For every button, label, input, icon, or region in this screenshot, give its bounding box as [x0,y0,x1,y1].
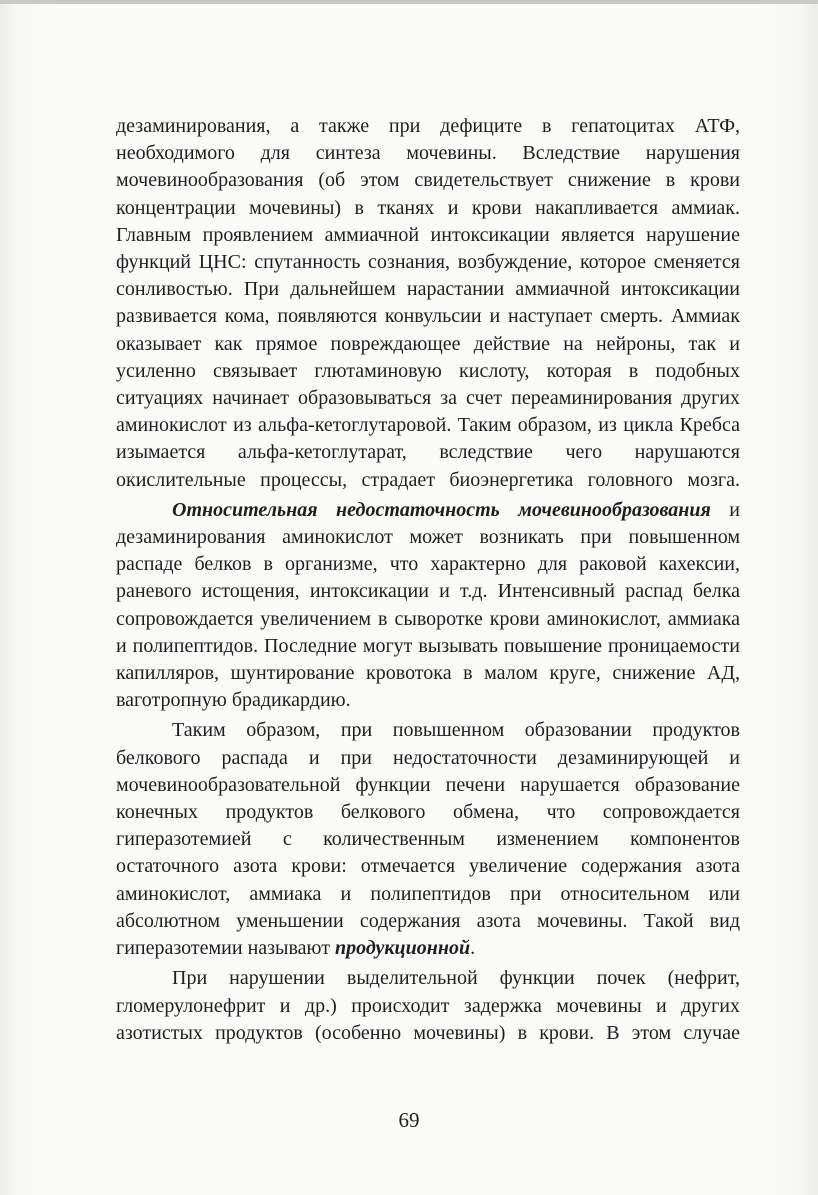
paragraph-1-text: дезаминирования, а также при дефиците в гепатоцитах АТФ, необходимого для синтеза мочевины. Вследствие нарушения мочевинообразования (об этом свидетельствует снижение в крови концентрации мочевины) в тканях и крови накапливается аммиак. Главным проявлением аммиачной интоксикации является нарушение функций ЦНС: спутанность сознания, возбуждение, которое сменяется сонливостью. При дальнейшем нарастании аммиачной интоксикации развивается кома, появляются конвульсии и наступает смерть. Аммиак оказывает как прямое повреждающее действие на нейроны, так и усиленно связывает глютаминовую кислоту, которая в подобных ситуациях начинает образовываться за счет переаминирования других аминокислот из альфа-кетоглутаровой. Таким образом, из цикла Кребса изымается альфа-кетоглутарат, вследствие чего нарушаются окислительные процессы, страдает биоэнергетика головного мозга. [116,115,740,491]
body-text [116,113,740,1047]
paragraph-2-text: и дезаминирования аминокислот может возникать при повышенном распаде белков в организме, что характерно для раковой кахексии, раневого истощения, интоксикации и т.д. Интенсивный распад белка сопровождается увеличением в сыворотке крови аминокислот, аммиака и полипептидов. Последние могут вызывать повышение проницаемости капилляров, шунтирование кровотока в малом круге, снижение АД, ваготропную брадикардию. [116,498,740,712]
paragraph-3-text: Таким образом, при повышенном образовании продуктов белкового распада и при недостаточности дезаминирующей и мочевинообразовательной функции печени нарушается образование конечных продуктов белкового обмена, что сопровождается гиперазотемией с количественным изменением компонентов остаточного азота крови: отмечается увеличение содержания азота аминокислот, аммиака и полипептидов при относительном или абсолютном уменьшении содержания азота мочевины. Такой вид гиперазотемии называют [116,719,740,960]
paragraph-4 [116,965,740,1047]
paragraph-1 [116,113,740,494]
paragraph-3-text-end: . [470,937,476,960]
paragraph-3-emphasis: продукционной [334,937,471,960]
paragraph-2-emphasis: Относительная недостаточность мочевинообразования [172,498,711,521]
page-number: 69 [398,1108,420,1132]
paragraph-3 [116,717,740,962]
paragraph-2 [116,497,740,715]
paragraph-4-text: При нарушении выделительной функции почек (нефрит, гломерулонефрит и др.) происходит задержка мочевины и других азотистых продуктов (особенно мочевины) в крови. В этом случае [116,967,740,1044]
page-top-edge [0,0,818,4]
